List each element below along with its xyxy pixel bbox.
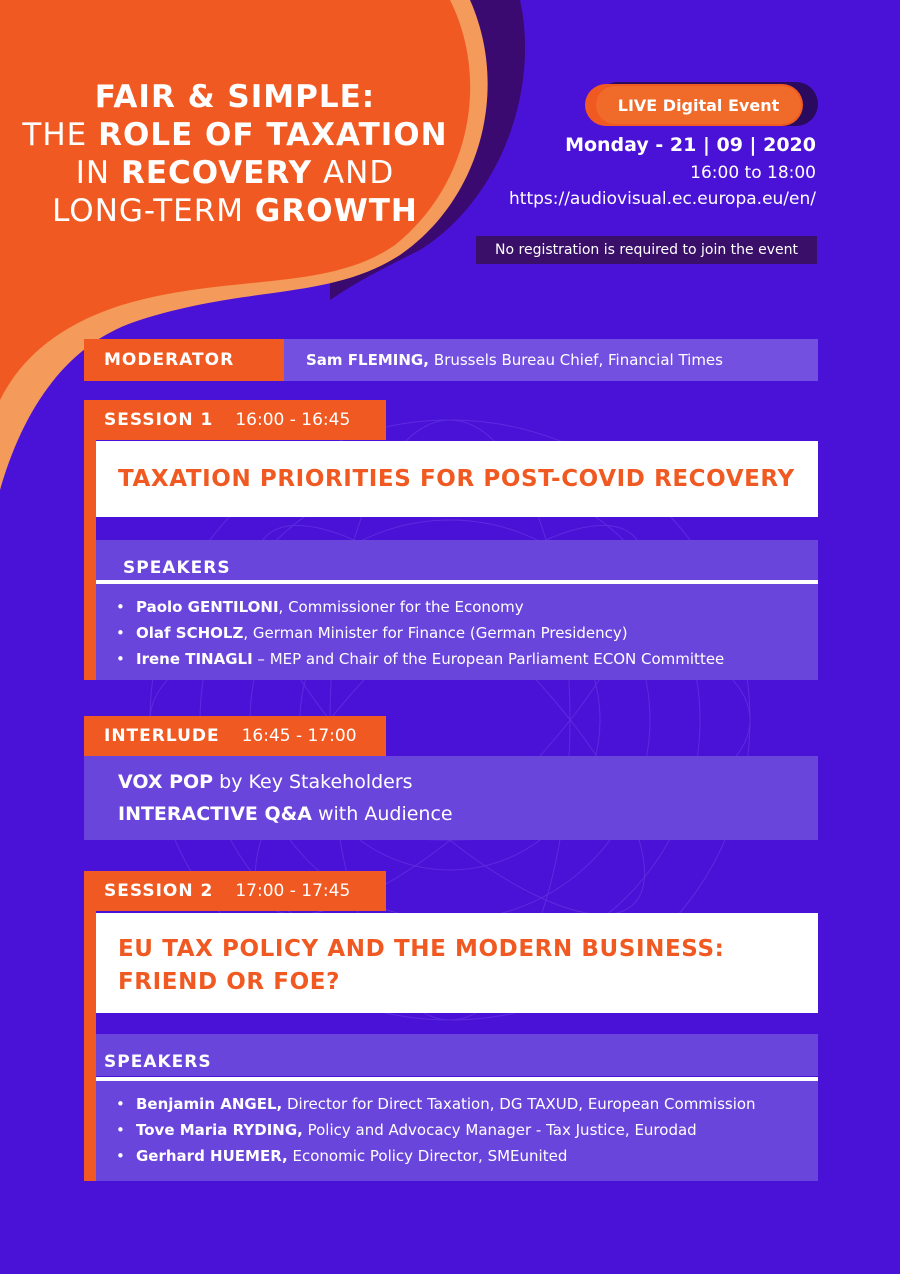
interlude-line-1: VOX POP by Key Stakeholders bbox=[118, 771, 413, 793]
interlude-label: INTERLUDE bbox=[104, 726, 220, 746]
moderator-name: Sam FLEMING, bbox=[306, 351, 429, 369]
moderator-role: Brussels Bureau Chief, Financial Times bbox=[433, 351, 723, 369]
session1-speakers-list bbox=[96, 584, 818, 680]
event-time: 16:00 to 18:00 bbox=[690, 163, 816, 183]
session2-tag bbox=[84, 871, 386, 911]
session1-time: 16:00 - 16:45 bbox=[235, 410, 351, 430]
speaker-item: • Olaf SCHOLZ, German Minister for Finance (German Presidency) bbox=[116, 624, 628, 642]
session2-title: EU TAX POLICY AND THE MODERN BUSINESS: FRIEND OR FOE? bbox=[96, 913, 818, 1013]
interlude-time: 16:45 - 17:00 bbox=[241, 726, 357, 746]
moderator-label: MODERATOR bbox=[84, 339, 284, 381]
session1-accent-bar bbox=[84, 440, 96, 680]
title-line-3: IN RECOVERY AND bbox=[75, 155, 395, 191]
speaker-item: • Tove Maria RYDING, Policy and Advocacy Manager - Tax Justice, Eurodad bbox=[116, 1121, 697, 1139]
speaker-item: • Benjamin ANGEL, Director for Direct Taxation, DG TAXUD, European Commission bbox=[116, 1095, 756, 1113]
session1-label: SESSION 1 bbox=[104, 410, 214, 430]
event-title bbox=[20, 78, 450, 230]
title-line-1: FAIR & SIMPLE: bbox=[94, 79, 376, 115]
event-info bbox=[509, 130, 816, 212]
speaker-item: • Gerhard HUEMER, Economic Policy Director, SMEunited bbox=[116, 1147, 568, 1165]
registration-note: No registration is required to join the event bbox=[476, 236, 817, 264]
session2-speakers-heading: SPEAKERS bbox=[96, 1034, 818, 1076]
interlude-line-2: INTERACTIVE Q&A with Audience bbox=[118, 803, 453, 825]
moderator-info bbox=[284, 339, 818, 381]
title-line-2: THE ROLE OF TAXATION bbox=[22, 117, 448, 153]
live-event-badge: LIVE Digital Event bbox=[596, 86, 801, 124]
moderator-row bbox=[84, 339, 818, 381]
session1-title: TAXATION PRIORITIES FOR POST-COVID RECOVERY bbox=[96, 441, 818, 517]
title-line-4: LONG-TERM GROWTH bbox=[52, 193, 418, 229]
interlude-content bbox=[84, 756, 818, 840]
session1-speakers-heading: SPEAKERS bbox=[96, 540, 818, 582]
event-url-link[interactable]: https://audiovisual.ec.europa.eu/en/ bbox=[509, 189, 816, 209]
session2-time: 17:00 - 17:45 bbox=[235, 881, 351, 901]
speaker-item: • Paolo GENTILONI, Commissioner for the Economy bbox=[116, 598, 524, 616]
interlude-tag bbox=[84, 716, 386, 756]
session2-accent-bar bbox=[84, 911, 96, 1181]
event-date: Monday - 21 | 09 | 2020 bbox=[565, 134, 816, 156]
session2-label: SESSION 2 bbox=[104, 881, 214, 901]
speaker-item: • Irene TINAGLI – MEP and Chair of the European Parliament ECON Committee bbox=[116, 650, 725, 668]
session1-tag bbox=[84, 400, 386, 440]
session2-speakers-list bbox=[96, 1081, 818, 1181]
